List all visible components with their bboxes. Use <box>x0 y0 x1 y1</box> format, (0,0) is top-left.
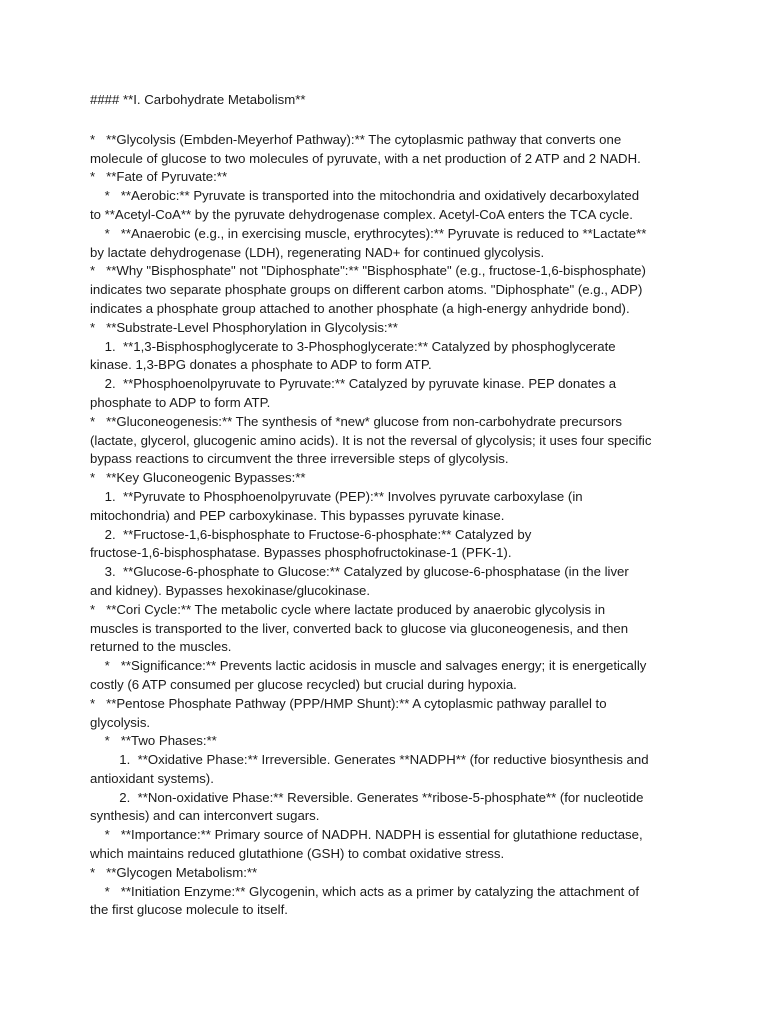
text-line: * **Two Phases:** <box>90 733 217 749</box>
text-line: * **Anaerobic (e.g., in exercising muscle, erythrocytes):** Pyruvate is reduced to **Lactate** <box>90 225 647 241</box>
text-line: mitochondria) and PEP carboxykinase. This bypasses pyruvate kinase. <box>90 507 505 523</box>
text-line: indicates two separate phosphate groups on different carbon atoms. "Diphosphate" (e.g., ADP) <box>90 282 643 298</box>
text-line: muscles is transported to the liver, converted back to glucose via gluconeogenesis, and then <box>90 620 629 636</box>
text-line: 3. **Glucose-6-phosphate to Glucose:** Catalyzed by glucose-6-phosphatase (in the liver <box>90 564 629 580</box>
text-line: glycolysis. <box>90 714 151 730</box>
text-line: * **Why "Bisphosphate" not "Diphosphate":** "Bisphosphate" (e.g., fructose-1,6-bisphosphate) <box>90 263 646 279</box>
text-line: kinase. 1,3-BPG donates a phosphate to ADP to form ATP. <box>90 357 432 373</box>
text-line: * **Gluconeogenesis:** The synthesis of *new* glucose from non-carbohydrate precursors <box>90 413 622 429</box>
text-line: 2. **Fructose-1,6-bisphosphate to Fructose-6-phosphate:** Catalyzed by <box>90 526 532 542</box>
text-line: 1. **Pyruvate to Phosphoenolpyruvate (PEP):** Involves pyruvate carboxylase (in <box>90 488 583 504</box>
text-line: phosphate to ADP to form ATP. <box>90 394 271 410</box>
text-line: 1. **1,3-Bisphosphoglycerate to 3-Phosphoglycerate:** Catalyzed by phosphoglycerate <box>90 338 616 354</box>
text-line: which maintains reduced glutathione (GSH) to combat oxidative stress. <box>90 846 505 862</box>
text-line: antioxidant systems). <box>90 770 214 786</box>
text-line: * **Glycolysis (Embden-Meyerhof Pathway):** The cytoplasmic pathway that converts one <box>90 131 622 147</box>
text-line: and kidney). Bypasses hexokinase/glucokinase. <box>90 582 371 598</box>
text-line: * **Importance:** Primary source of NADPH. NADPH is essential for glutathione reductase, <box>90 827 643 843</box>
text-line: synthesis) and can interconvert sugars. <box>90 808 320 824</box>
text-line: 2. **Non-oxidative Phase:** Reversible. Generates **ribose-5-phosphate** (for nucleotide <box>90 789 644 805</box>
text-line: * **Significance:** Prevents lactic acidosis in muscle and salvages energy; it is energetically <box>90 658 647 674</box>
text-line: * **Glycogen Metabolism:** <box>90 864 258 880</box>
text-line: * **Aerobic:** Pyruvate is transported into the mitochondria and oxidatively decarboxylated <box>90 188 640 204</box>
text-line: * **Cori Cycle:** The metabolic cycle where lactate produced by anaerobic glycolysis in <box>90 601 606 617</box>
text-line: by lactate dehydrogenase (LDH), regenerating NAD+ for continued glycolysis. <box>90 244 545 260</box>
text-line: (lactate, glycerol, glucogenic amino acids). It is not the reversal of glycolysis; it uses four specific <box>90 432 652 448</box>
section-heading: #### **I. Carbohydrate Metabolism** <box>90 92 306 107</box>
text-line: fructose-1,6-bisphosphatase. Bypasses phosphofructokinase-1 (PFK-1). <box>90 545 512 561</box>
text-line: molecule of glucose to two molecules of pyruvate, with a net production of 2 ATP and 2 NADH. <box>90 150 641 166</box>
text-line: * **Pentose Phosphate Pathway (PPP/HMP Shunt):** A cytoplasmic pathway parallel to <box>90 695 607 711</box>
document-body <box>90 131 690 920</box>
text-line: 1. **Oxidative Phase:** Irreversible. Generates **NADPH** (for reductive biosynthesis and <box>90 752 649 768</box>
text-line: * **Key Gluconeogenic Bypasses:** <box>90 470 306 486</box>
text-line: 2. **Phosphoenolpyruvate to Pyruvate:** Catalyzed by pyruvate kinase. PEP donates a <box>90 376 617 392</box>
text-line: * **Fate of Pyruvate:** <box>90 169 228 185</box>
text-line: the first glucose molecule to itself. <box>90 902 288 918</box>
text-line: * **Substrate-Level Phosphorylation in Glycolysis:** <box>90 319 398 335</box>
document-page <box>90 91 690 920</box>
text-line: indicates a phosphate group attached to another phosphate (a high-energy anhydride bond). <box>90 300 630 316</box>
text-line: costly (6 ATP consumed per glucose recycled) but crucial during hypoxia. <box>90 676 517 692</box>
text-line: to **Acetyl-CoA** by the pyruvate dehydrogenase complex. Acetyl-CoA enters the TCA cycle. <box>90 206 633 222</box>
text-line: bypass reactions to circumvent the three irreversible steps of glycolysis. <box>90 451 509 467</box>
text-line: returned to the muscles. <box>90 639 232 655</box>
text-line: * **Initiation Enzyme:** Glycogenin, which acts as a primer by catalyzing the attachment of <box>90 883 640 899</box>
